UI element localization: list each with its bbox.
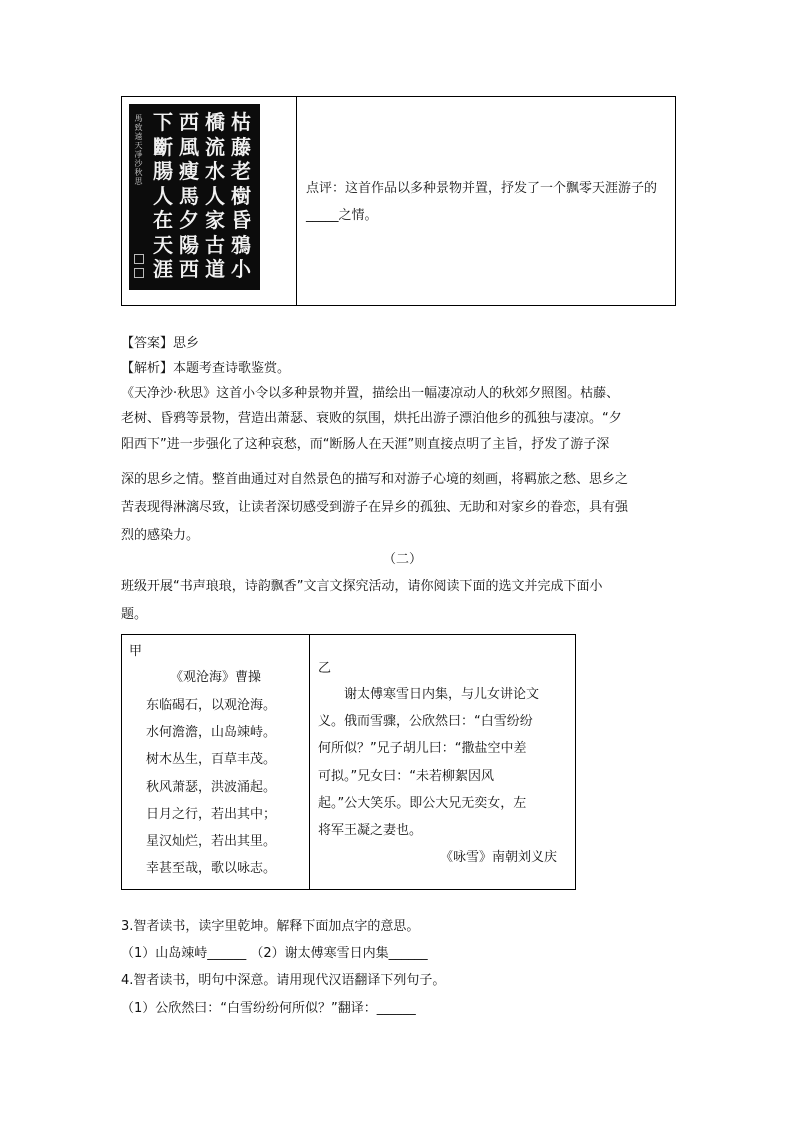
calligraphy-char: 小	[231, 257, 251, 281]
calligraphy-char: 在	[153, 208, 173, 232]
calligraphy-char: 馬	[179, 183, 199, 208]
analysis-line: 老树、昏鸦等景物，营造出萧瑟、衰败的氛围，烘托出游子漂泊他乡的孤独与凄凉。“夕	[121, 411, 622, 426]
calligraphy-column	[177, 110, 201, 282]
calligraphy-signature: 馬致遠天凈沙秋思	[134, 114, 143, 186]
poem-line: 幸甚至哉，歌以咏志。	[146, 861, 277, 876]
calligraphy-char: 樹	[231, 183, 251, 208]
analysis-line: 苦表现得淋漓尽致，让读者深切感受到游子在异乡的孤独、无助和对家乡的眷恋，具有强	[121, 500, 629, 515]
poem-line: 东临碣石，以观沧海。	[146, 698, 277, 713]
calligraphy-char: 水	[205, 159, 225, 183]
prose-line: 义。俄而雪骤，公欣然曰：“白雪纷纷	[318, 714, 533, 729]
analysis-line: 《天净沙·秋思》这首小令以多种景物并置，描绘出一幅凄凉动人的秋郊夕照图。枯藤、	[121, 386, 620, 401]
calligraphy-char: 家	[205, 208, 225, 232]
calligraphy-char: 夕	[179, 208, 199, 232]
prose-line: 可拟。”兄女曰：“未若柳絮因风	[318, 769, 494, 784]
calligraphy-char: 斷	[153, 134, 173, 159]
poem-line: 树木丛生，百草丰茂。	[146, 752, 277, 767]
section-title: （二）	[383, 552, 423, 567]
top-table-divider	[296, 96, 297, 306]
analysis-heading: 【解析】本题考查诗歌鉴赏。	[121, 361, 291, 376]
analysis-line: 深的思乡之情。整首曲通过对自然景色的描写和对游子心境的刻画，将羁旅之愁、思乡之	[121, 472, 629, 487]
prose-line: 将军王凝之妻也。	[318, 823, 423, 838]
calligraphy-char: 鴉	[231, 232, 251, 257]
question-4: 4.智者读书，明句中深意。请用现代汉语翻译下列句子。	[121, 973, 446, 988]
question-3: 3.智者读书，读字里乾坤。解释下面加点字的意思。	[121, 919, 420, 934]
calligraphy-char: 道	[205, 257, 225, 281]
calligraphy-char: 橋	[205, 110, 225, 134]
question-3-items: （1）山岛竦峙______ （2）谢太傅寒雪日内集______	[121, 946, 428, 961]
poem-line: 秋风萧瑟，洪波涌起。	[146, 780, 277, 795]
question-4-item: （1）公欣然曰：“白雪纷纷何所似？”翻译：______	[121, 1001, 416, 1016]
cell-label-jia: 甲	[129, 644, 143, 659]
calligraphy-char: 流	[205, 134, 225, 159]
calligraphy-char: 風	[179, 134, 199, 159]
seal-mark	[134, 254, 144, 264]
calligraphy-char: 人	[205, 183, 225, 208]
calligraphy-char: 西	[179, 110, 199, 134]
intro-line: 题。	[121, 607, 148, 622]
calligraphy-column	[229, 110, 253, 282]
poem-title: 《观沧海》曹操	[170, 670, 262, 685]
comment-text: 点评：这首作品以多种景物并置，抒发了一个飘零天涯游子的_____之情。	[306, 181, 658, 223]
prose-source: 《咏雪》南朝刘义庆	[440, 850, 558, 865]
calligraphy-char: 天	[153, 232, 173, 257]
poem-line: 星汉灿烂，若出其里。	[146, 834, 277, 849]
calligraphy-char: 瘦	[179, 159, 199, 183]
poem-line: 水何澹澹，山岛竦峙。	[146, 725, 277, 740]
calligraphy-char: 涯	[153, 257, 173, 281]
seal-mark	[134, 268, 144, 278]
answer-line: 【答案】思乡	[121, 336, 200, 351]
cell-label-yi: 乙	[318, 661, 332, 676]
prose-line: 谢太傅寒雪日内集，与儿女讲论文	[344, 687, 540, 702]
calligraphy-char: 下	[153, 110, 173, 134]
calligraphy-char: 昏	[231, 208, 251, 232]
analysis-line: 烈的感染力。	[121, 528, 200, 543]
calligraphy-char: 腸	[153, 159, 173, 183]
reading-table-divider	[309, 634, 310, 890]
calligraphy-column	[151, 110, 175, 282]
calligraphy-char: 枯	[231, 110, 251, 134]
analysis-line: 阳西下”进一步强化了这种哀愁，而“断肠人在天涯”则直接点明了主旨，抒发了游子深	[121, 437, 610, 452]
calligraphy-char: 陽	[179, 232, 199, 257]
calligraphy-char: 老	[231, 159, 251, 183]
prose-line: 何所似？”兄子胡儿曰：“撒盐空中差	[318, 741, 527, 756]
calligraphy-char: 藤	[231, 134, 251, 159]
calligraphy-char: 古	[205, 232, 225, 257]
intro-line: 班级开展“书声琅琅，诗韵飘香”文言文探究活动，请你阅读下面的选文并完成下面小	[121, 579, 603, 594]
prose-line: 起。”公大笑乐。即公大兄无奕女，左	[318, 796, 527, 811]
poem-line: 日月之行，若出其中；	[146, 807, 277, 822]
calligraphy-char: 人	[153, 183, 173, 208]
calligraphy-column	[203, 110, 227, 282]
calligraphy-image	[129, 104, 260, 290]
calligraphy-char: 西	[179, 257, 199, 281]
